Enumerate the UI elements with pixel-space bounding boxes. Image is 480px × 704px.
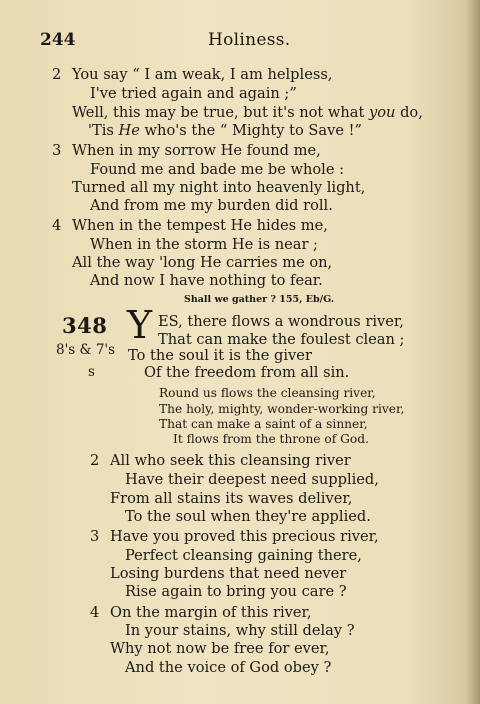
tune-reference: Shall we gather ? 155, Eb/G. bbox=[184, 294, 335, 305]
verse-line: When in the storm He is near ; bbox=[90, 236, 318, 253]
verse-line: When in the tempest He hides me, bbox=[72, 217, 328, 234]
verse-number: 3 bbox=[90, 528, 100, 545]
verse-line: All who seek this cleansing river bbox=[110, 452, 351, 469]
chorus-line: That can make a saint of a sinner, bbox=[159, 417, 368, 431]
verse-line: On the margin of this river, bbox=[110, 604, 312, 621]
verse-line: That can make the foulest clean ; bbox=[158, 331, 405, 348]
verse-line: Have you proved this precious river, bbox=[110, 528, 379, 545]
verse-number: 2 bbox=[52, 66, 62, 83]
verse-number: 4 bbox=[52, 217, 62, 234]
verse-line: When in my sorrow He found me, bbox=[72, 142, 321, 159]
verse-line: To the soul when they're applied. bbox=[125, 508, 371, 525]
verse-line: And from me my burden did roll. bbox=[90, 197, 333, 214]
verse-line: To the soul it is the giver bbox=[128, 347, 312, 364]
verse-line: Well, this may be true, but it's not what you do, bbox=[72, 104, 423, 121]
verse-line: From all stains its waves deliver, bbox=[110, 490, 353, 507]
drop-cap: Y bbox=[127, 303, 153, 347]
verse-line: In your stains, why still delay ? bbox=[125, 622, 355, 639]
hymn-key: s bbox=[88, 364, 95, 380]
verse-line: Why not now be free for ever, bbox=[110, 640, 330, 657]
chorus-line: Round us flows the cleansing river, bbox=[159, 386, 376, 400]
verse-line: ES, there flows a wondrous river, bbox=[158, 313, 404, 330]
verse-line: I've tried again and again ;” bbox=[90, 85, 297, 102]
verse-line: All the way 'long He carries me on, bbox=[72, 254, 333, 271]
chorus-line: The holy, mighty, wonder-working river, bbox=[159, 402, 405, 416]
page-header bbox=[40, 30, 450, 52]
verse-line: Turned all my night into heavenly light, bbox=[72, 179, 366, 196]
verse-line: Have their deepest need supplied, bbox=[125, 471, 379, 488]
page-gutter-shadow bbox=[466, 0, 480, 704]
verse-line: Losing burdens that need never bbox=[110, 565, 347, 582]
verse-number: 2 bbox=[90, 452, 100, 469]
hymn-meter: 8's & 7's bbox=[56, 342, 116, 358]
verse-line: Found me and bade me be whole : bbox=[90, 161, 345, 178]
verse-number: 3 bbox=[52, 142, 62, 159]
verse-line: Rise again to bring you care ? bbox=[125, 583, 347, 600]
verse-line: 'Tis He who's the “ Mighty to Save !” bbox=[88, 122, 362, 139]
verse-line: And now I have nothing to fear. bbox=[90, 272, 323, 289]
running-title: Holiness. bbox=[208, 30, 291, 50]
chorus-line: It flows from the throne of God. bbox=[173, 432, 369, 446]
hymn-number: 348 bbox=[62, 313, 108, 338]
verse-line: And the voice of God obey ? bbox=[125, 659, 332, 676]
verse-line: Perfect cleansing gaining there, bbox=[125, 547, 362, 564]
verse-line: You say “ I am weak, I am helpless, bbox=[72, 66, 333, 83]
page-number: 244 bbox=[40, 30, 76, 50]
verse-number: 4 bbox=[90, 604, 100, 621]
verse-line: Of the freedom from all sin. bbox=[144, 364, 350, 381]
